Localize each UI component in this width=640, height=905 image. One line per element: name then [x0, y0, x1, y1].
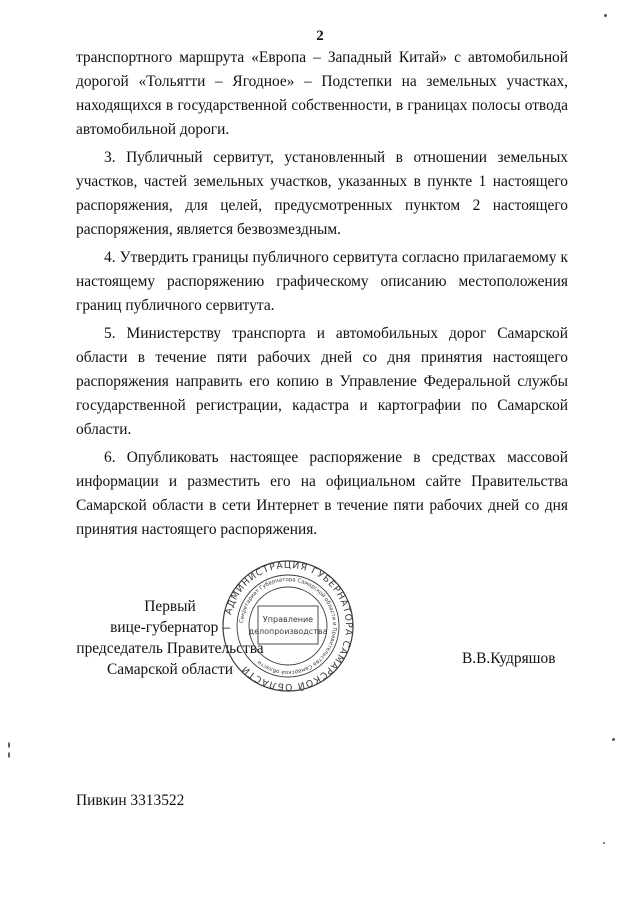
- signature-line-1: Первый: [144, 598, 196, 615]
- signature-line-3: председатель Правительства: [76, 640, 264, 657]
- stamp-middle-text: Секретариат Губернатора Самарской области и Правительства Самарской области: [239, 576, 338, 676]
- signature-line-4: Самарской области: [106, 661, 233, 678]
- scan-speck: [8, 742, 10, 748]
- scan-speck: [604, 14, 607, 17]
- signature-line-2: вице-губернатор –: [110, 619, 230, 636]
- scan-speck: [603, 842, 605, 844]
- stamp-center-line-2: делопроизводства: [248, 627, 328, 636]
- paragraph-item-6: 6. Опубликовать настоящее распоряжение в средствах массовой информации и разместить его на официальном сайте Правительства Самарской области в сети Интернет в течение пяти рабочих дней со дня принятия настоящего распоряжения.: [76, 449, 568, 538]
- official-stamp: [222, 560, 354, 692]
- stamp-center-frame: [258, 606, 318, 644]
- executor-footer: Пивкин 3313522: [76, 792, 185, 809]
- signer-name: В.В.Кудряшов: [462, 650, 556, 667]
- page-number: 2: [316, 28, 324, 44]
- stamp-outer-text: АДМИНИСТРАЦИЯ ГУБЕРНАТОРА САМАРСКОЙ ОБЛАСТИ: [223, 560, 354, 692]
- scan-speck: [612, 738, 615, 741]
- paragraph-continuation: транспортного маршрута «Европа – Западный Китай» с автомобильной дорогой «Тольятти – Ягодное» – Подстепки на земельных участках, находящихся в государственной собственности, в границах полосы отвода автомобильной дороги.: [76, 49, 568, 138]
- paragraph-item-4: 4. Утвердить границы публичного сервитута согласно прилагаемому к настоящему распоряжению графическому описанию местоположения границ публичного сервитута.: [76, 249, 568, 314]
- scan-speck: [8, 752, 10, 758]
- paragraph-item-3: 3. Публичный сервитут, установленный в отношении земельных участков, частей земельных участков, указанных в пункте 1 настоящего распоряжения, для целей, предусмотренных пунктом 2 настоящего распоряжения, является безвозмездным.: [76, 149, 568, 238]
- paragraph-item-5: 5. Министерству транспорта и автомобильных дорог Самарской области в течение пяти рабочих дней со дня принятия настоящего распоряжения направить его копию в Управление Федеральной службы государственной регистрации, кадастра и картографии по Самарской области.: [76, 325, 568, 438]
- document-body: [76, 46, 568, 546]
- stamp-center-line-1: Управление: [262, 615, 314, 624]
